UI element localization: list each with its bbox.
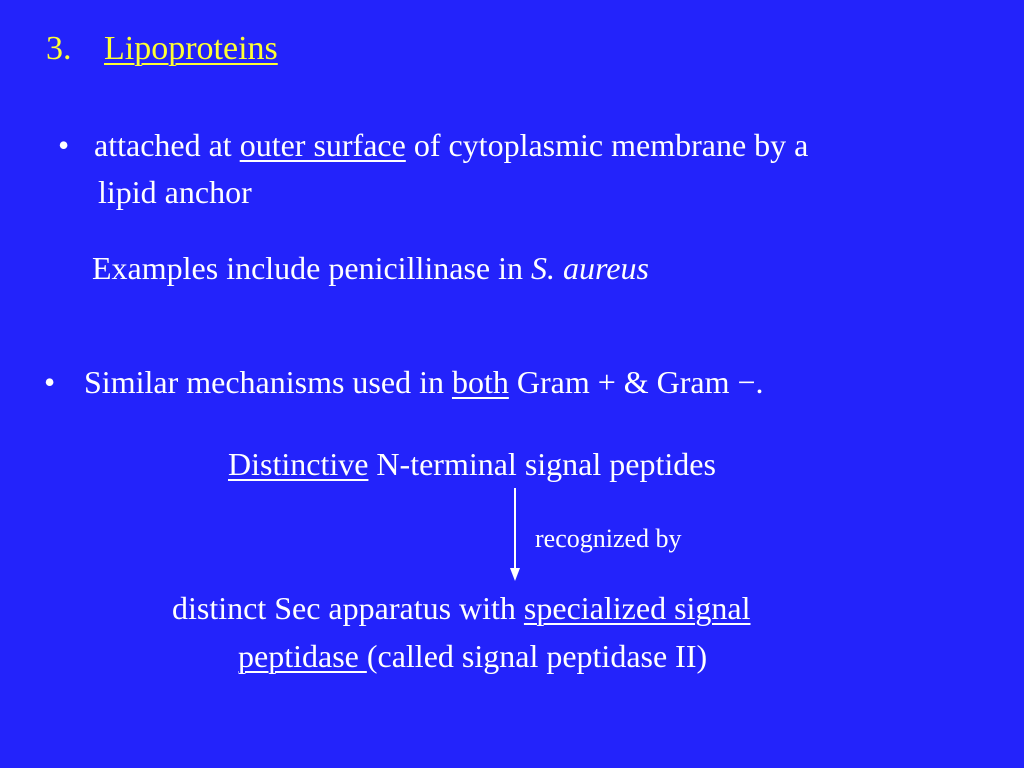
bullet-1-underlined: outer surface (239, 127, 406, 163)
flow-bottom-underlined-1: specialized signal (523, 590, 751, 626)
down-arrow-icon (507, 488, 523, 582)
title-text: Lipoproteins (104, 30, 278, 67)
flow-bottom-line-1 (172, 590, 751, 627)
bullet-1-pre: attached at (94, 127, 240, 163)
bullet-2-post: Gram + & Gram −. (508, 364, 764, 400)
bullet-2-pre: Similar mechanisms used in (84, 364, 452, 400)
example-species: S. aureus (530, 250, 649, 286)
bullet-2-line (84, 364, 764, 401)
flow-top-underlined: Distinctive (228, 446, 369, 482)
bullet-1-line-2: lipid anchor (98, 174, 252, 210)
example-text: Examples include penicillinase in (92, 250, 531, 286)
bullet-marker-2: • (44, 364, 56, 400)
flow-bottom-line-2 (238, 638, 707, 675)
slide-title (46, 30, 278, 68)
bullet-2-underlined: both (451, 364, 509, 400)
title-number: 3. (46, 30, 72, 67)
flow-bottom-underlined-2: peptidase (238, 638, 367, 674)
flow-bottom-post: (called signal peptidase II) (366, 638, 708, 674)
flow-top-line (228, 446, 716, 483)
flow-top-rest: N-terminal signal peptides (368, 446, 716, 482)
bullet-1-line-1 (94, 127, 808, 164)
arrow-label: recognized by (535, 524, 682, 553)
flow-bottom-pre: distinct Sec apparatus with (172, 590, 524, 626)
example-line (92, 250, 649, 287)
bullet-marker-1: • (58, 127, 70, 163)
bullet-1-post: of cytoplasmic membrane by a (405, 127, 809, 163)
